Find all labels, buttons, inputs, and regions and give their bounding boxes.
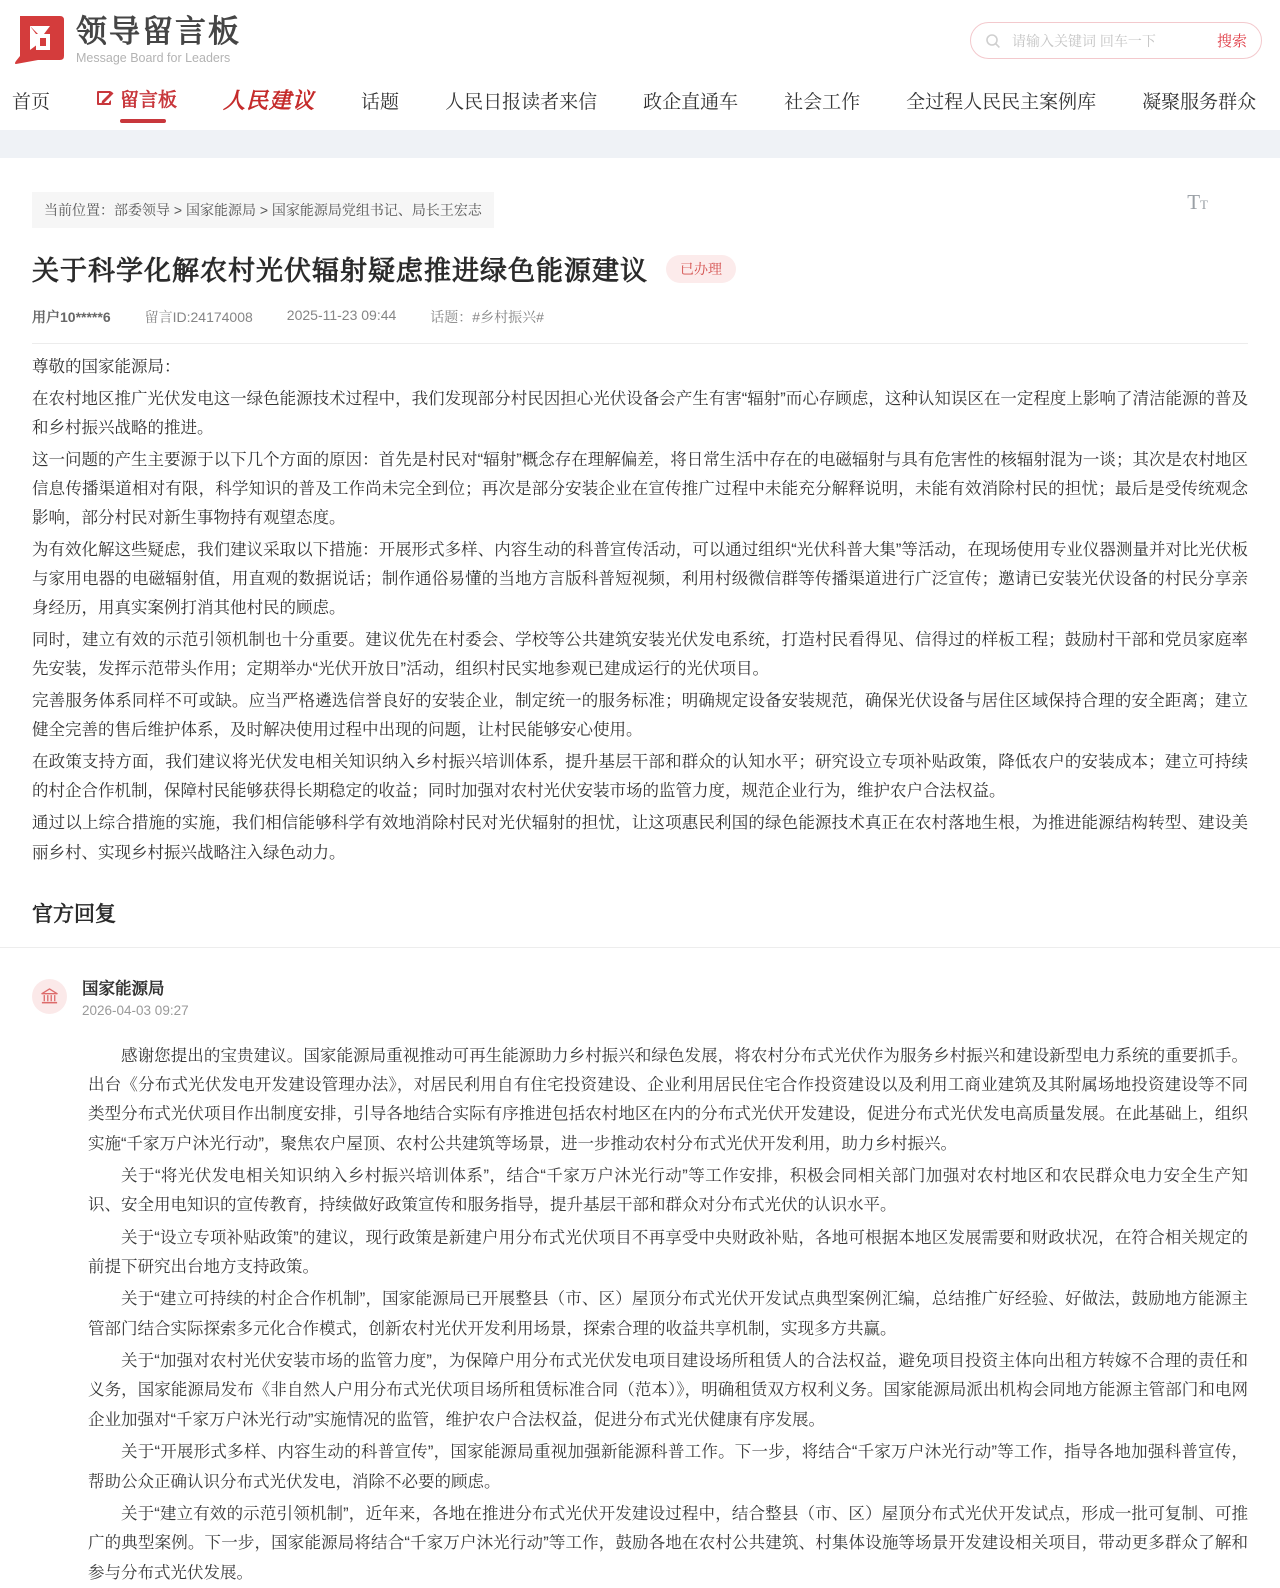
meta-divider	[32, 343, 1248, 344]
nav-item-home[interactable]: 首页	[12, 92, 51, 113]
search-button[interactable]: 搜索	[1217, 30, 1247, 51]
nav-item-gov-biz-express[interactable]: 政企直通车	[643, 92, 739, 113]
page-title: 关于科学化解农村光伏辐射疑虑推进绿色能源建议	[32, 256, 648, 286]
reply-paragraph: 关于“建立有效的示范引领机制”，近年来，各地在推进分布式光伏开发建设过程中，结合整县（市、区）屋顶分布式光伏开发试点，形成一批可复制、可推广的典型案例。下一步，国家能源局将结合“千家万户沐光行动”等工作，鼓励各地在农村公共建筑、村集体设施等场景开发建设相关项目，带动更多群众了解和参与分布式光伏发展。	[88, 1504, 1248, 1582]
nav-item-social-work[interactable]: 社会工作	[784, 92, 861, 113]
reply-agency-name: 国家能源局	[82, 979, 165, 998]
reply-paragraph: 关于“加强对农村光伏安装市场的监管力度”，为保障户用分布式光伏发电项目建设场所租赁人的合法权益，避免项目投资主体向出租方转嫁不合理的责任和义务，国家能源局发布《非自然人户用分布式光伏项目场所租赁标准合同（范本）》，明确租赁双方权利义务。国家能源局派出机构会同地方能源主管部门和电网企业加强对“千家万户沐光行动”实施情况的监管，维护农户合法权益，促进分布式光伏健康有序发展。	[88, 1352, 1248, 1429]
nav-item-message-board[interactable]	[96, 85, 177, 127]
meta-message-id: 留言ID:24174008	[144, 309, 253, 325]
main-nav	[0, 68, 1280, 130]
breadcrumb[interactable]: 当前位置：部委领导 > 国家能源局 > 国家能源局党组书记、局长王宏志	[32, 192, 494, 228]
divider-band	[0, 130, 1280, 158]
main-content	[0, 158, 1280, 1588]
post-meta	[32, 307, 1248, 327]
reply-timestamp: 2026-04-03 09:27	[82, 1002, 189, 1018]
reply-paragraph: 感谢您提出的宝贵建议。国家能源局重视推动可再生能源助力乡村振兴和绿色发展，将农村分布式光伏作为服务乡村振兴和建设新型电力系统的重要抓手。出台《分布式光伏发电开发建设管理办法》，对居民利用自有住宅投资建设、企业利用居民住宅合作投资建设以及利用工商业建筑及其附属场地投资建设等不同类型分布式光伏项目作出制度安排，引导各地结合实际有序推进包括农村地区在内的分布式光伏开发建设，促进分布式光伏发电高质量发展。在此基础上，组织实施“千家万户沐光行动”，聚焦农户屋顶、农村公共建筑等场景，进一步推动农村分布式光伏开发利用，助力乡村振兴。	[88, 1046, 1248, 1153]
message-paragraph: 在农村地区推广光伏发电这一绿色能源技术过程中，我们发现部分村民因担心光伏设备会产生有害“辐射”而心存顾虑，这种认知误区在一定程度上影响了清洁能源的普及和乡村振兴战略的推进。	[32, 390, 1248, 438]
message-body	[32, 353, 1248, 868]
search-input[interactable]	[1010, 32, 1208, 50]
message-paragraph: 同时，建立有效的示范引领机制也十分重要。建议优先在村委会、学校等公共建筑安装光伏发电系统，打造村民看得见、信得过的样板工程；鼓励村干部和党员家庭率先安装，发挥示范带头作用；定期举办“光伏开放日”活动，组织村民实地参观已建成运行的光伏项目。	[32, 631, 1248, 679]
nav-item-reader-letters[interactable]: 人民日报读者来信	[445, 92, 598, 113]
reply-paragraph: 关于“建立可持续的村企合作机制”，国家能源局已开展整县（市、区）屋顶分布式光伏开发试点典型案例汇编，总结推广好经验、好做法，鼓励地方能源主管部门结合实际探索多元化合作模式，创新农村光伏开发利用场景，探索合理的收益共享机制，实现多方共赢。	[88, 1290, 1248, 1338]
meta-user: 用户10*****6	[32, 309, 111, 325]
logo-title: 领导留言板	[76, 13, 241, 49]
message-paragraph: 通过以上综合措施的实施，我们相信能够科学有效地消除村民对光伏辐射的担忧，让这项惠民利国的绿色能源技术真正在农村落地生根，为推进能源结构转型、建设美丽乡村、实现乡村振兴战略注入绿色动力。	[32, 814, 1248, 862]
avatar	[32, 979, 67, 1014]
logo-subtitle: Message Board for Leaders	[76, 51, 231, 66]
nav-item-democracy-cases[interactable]: 全过程人民民主案例库	[906, 92, 1097, 113]
reply-paragraph: 关于“开展形式多样、内容生动的科普宣传”，国家能源局重视加强新能源科普工作。下一步，将结合“千家万户沐光行动”等工作，指导各地加强科普宣传，帮助公众正确认识分布式光伏发电，消除不必要的顾虑。	[88, 1443, 1248, 1491]
government-building-icon	[40, 987, 59, 1006]
page-header	[0, 0, 1280, 68]
site-logo[interactable]	[10, 12, 241, 68]
meta-topic[interactable]: 话题：#乡村振兴#	[430, 309, 544, 325]
message-paragraph: 完善服务体系同样不可或缺。应当严格遴选信誉良好的安装企业，制定统一的服务标准；明确规定设备安装规范，确保光伏设备与居住区域保持合理的安全距离；建立健全完善的售后维护体系，及时解决使用过程中出现的问题，让村民能够安心使用。	[32, 692, 1248, 740]
font-size-toggle-icon[interactable]: TT	[1187, 190, 1208, 214]
edit-icon	[96, 89, 115, 108]
nav-item-label: 留言板	[120, 90, 178, 111]
reply-paragraph: 关于“将光伏发电相关知识纳入乡村振兴培训体系”，结合“千家万户沐光行动”等工作安排，积极会同相关部门加强对农村地区和农民群众电力安全生产知识、安全用电知识的宣传教育，持续做好政策宣传和服务指导，提升基层干部和群众对分布式光伏的认识水平。	[88, 1166, 1248, 1215]
message-paragraph: 在政策支持方面，我们建议将光伏发电相关知识纳入乡村振兴培训体系，提升基层干部和群众的认知水平；研究设立专项补贴政策，降低农户的安装成本；建立可持续的村企合作机制，保障村民能够获得长期稳定的收益；同时加强对农村光伏安装市场的监管力度，规范企业行为，维护农户合法权益。	[32, 753, 1248, 801]
search-box	[970, 22, 1262, 59]
message-paragraph: 这一问题的产生主要源于以下几个方面的原因：首先是村民对“辐射”概念存在理解偏差，将日常生活中存在的电磁辐射与具有危害性的核辐射混为一谈；其次是农村地区信息传播渠道相对有限，科学知识的普及工作尚未完全到位；再次是部分安装企业在宣传推广过程中未能充分解释说明，未能有效消除村民的担忧；最后是受传统观念影响，部分村民对新生事物持有观望态度。	[32, 451, 1248, 528]
reply-divider	[0, 947, 1280, 948]
nav-item-service-masses[interactable]: 凝聚服务群众	[1142, 92, 1257, 113]
message-paragraph: 为有效化解这些疑虑，我们建议采取以下措施：开展形式多样、内容生动的科普宣传活动，可以通过组织“光伏科普大集”等活动，在现场使用专业仪器测量并对比光伏板与家用电器的电磁辐射值，用直观的数据说话；制作通俗易懂的当地方言版科普短视频，利用村级微信群等传播渠道进行广泛宣传；邀请已安装光伏设备的村民分享亲身经历，用真实案例打消其他村民的顾虑。	[32, 541, 1248, 618]
logo-icon	[10, 12, 66, 68]
reply-paragraph: 关于“设立专项补贴政策”的建议，现行政策是新建户用分布式光伏项目不再享受中央财政补贴，各地可根据本地区发展需要和财政状况，在符合相关规定的前提下研究出台地方支持政策。	[88, 1228, 1248, 1277]
message-paragraph: 尊敬的国家能源局：	[32, 358, 181, 376]
official-reply-heading: 官方回复	[32, 901, 116, 926]
search-icon	[985, 33, 1001, 49]
reply-body	[88, 1042, 1248, 1588]
nav-item-topics[interactable]: 话题	[361, 92, 400, 113]
nav-item-peoples-suggestion[interactable]: 人民建议	[223, 88, 316, 113]
reply-header	[32, 975, 1248, 1018]
status-badge: 已办理	[666, 255, 736, 283]
meta-time: 2025-11-23 09:44	[286, 307, 397, 323]
